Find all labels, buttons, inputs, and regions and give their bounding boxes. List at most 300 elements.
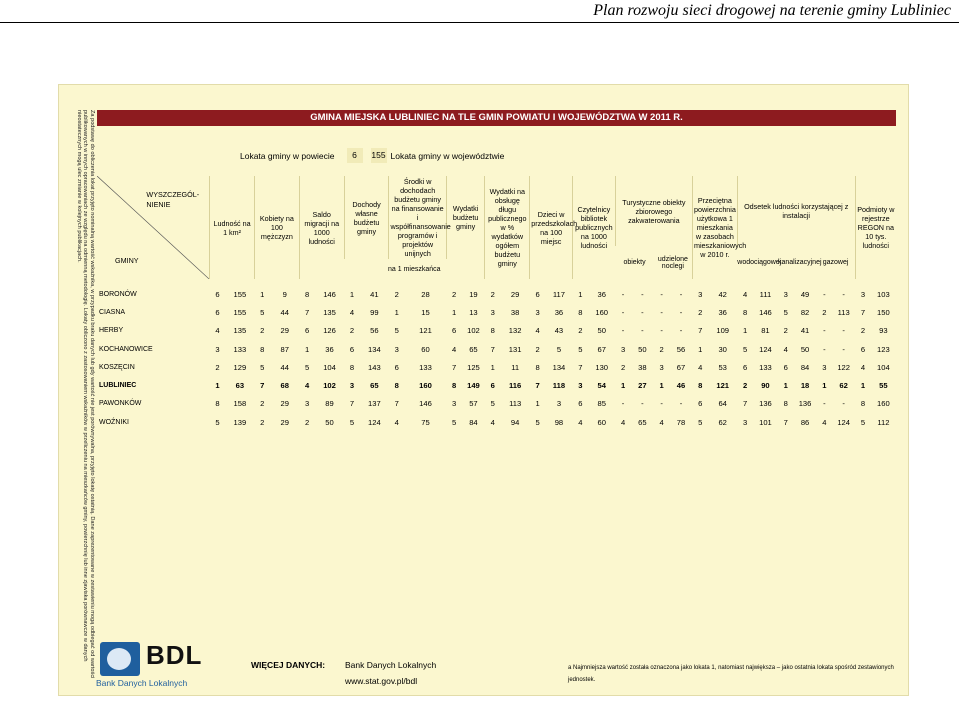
rank-cell: 6 — [535, 289, 540, 299]
value-cell: 135 — [233, 326, 247, 336]
value-cell: 113 — [837, 307, 850, 317]
rank-cell: 2 — [260, 399, 265, 409]
value-cell: 44 — [280, 362, 289, 372]
value-cell: 43 — [554, 326, 564, 336]
table-row — [97, 358, 896, 376]
col-header-tourism: Turystyczne obiekty zbiorowego zakwaterowania — [615, 176, 692, 246]
rank-cell: 6 — [860, 344, 866, 354]
rank-cell: 8 — [215, 399, 220, 409]
value-cell: - — [641, 399, 644, 409]
value-cell: 134 — [368, 344, 381, 354]
sub-header-per-capita: na 1 mieszkańca — [388, 265, 441, 273]
table-row — [97, 322, 896, 340]
col-header-density: Ludność na 1 km² — [210, 176, 255, 279]
value-cell: 89 — [325, 399, 334, 409]
col-header-installations: Odsetek ludności korzystającej z instalacji — [737, 176, 855, 246]
value-cell: 136 — [759, 399, 772, 409]
value-cell: 113 — [509, 399, 522, 409]
rank-cell: 5 — [215, 417, 220, 427]
rank-cell: 2 — [305, 417, 310, 427]
value-cell: 123 — [877, 344, 890, 354]
rank-cell: 7 — [349, 399, 355, 409]
value-cell: 118 — [552, 381, 566, 391]
value-cell: 78 — [676, 417, 686, 427]
value-cell: 84 — [800, 362, 810, 372]
col-header-dwelling: Przeciętna powierzchnia użytkowa 1 mieszkania w zasobach mieszkaniowych w 2010 r. — [692, 176, 737, 279]
value-cell: - — [679, 399, 683, 409]
value-cell: 67 — [676, 362, 686, 372]
rank-cell: 3 — [394, 344, 399, 354]
rank-cell: 6 — [742, 362, 748, 372]
rank-cell: 5 — [783, 307, 788, 317]
rank-cell: 1 — [535, 399, 540, 409]
value-cell: 36 — [597, 289, 606, 299]
rank-cell: 6 — [305, 326, 310, 336]
rank-cell: 3 — [860, 289, 866, 299]
bdl-logo-full: Bank Danych Lokalnych — [96, 678, 188, 688]
value-cell: 94 — [510, 417, 520, 427]
sub-header-objects: obiekty — [623, 259, 646, 266]
value-cell: - — [679, 326, 683, 336]
rank-cell: 2 — [822, 307, 827, 317]
rank-cell: 2 — [535, 344, 540, 354]
value-cell: 155 — [233, 307, 247, 317]
rank-cell: 5 — [860, 417, 866, 427]
banner-title: GMINA MIEJSKA LUBLINIEC NA TLE GMIN POWIATU I WOJEWÓDZTWA W 2011 R. — [97, 110, 896, 126]
value-cell: 133 — [419, 362, 432, 372]
rank-cell: 3 — [578, 381, 583, 391]
rank-woj-value: 155 — [371, 148, 387, 163]
value-cell: 124 — [368, 417, 381, 427]
value-cell: - — [679, 289, 683, 299]
rank-cell: 3 — [620, 344, 626, 354]
value-cell: 146 — [323, 289, 336, 299]
rank-cell: 8 — [698, 381, 703, 391]
rank-cell: - — [621, 399, 625, 409]
rank-cell: 5 — [349, 417, 355, 427]
value-cell: 65 — [469, 344, 478, 354]
value-cell: 63 — [235, 381, 245, 391]
value-cell: 131 — [508, 344, 522, 354]
page-header-title: Plan rozwoju sieci drogowej na terenie gminy Lubliniec — [593, 2, 951, 19]
rank-cell: 6 — [578, 399, 583, 409]
rank-cell: 2 — [260, 417, 265, 427]
value-cell: 150 — [877, 307, 890, 317]
table-row — [97, 395, 896, 413]
rank-cell: - — [660, 307, 663, 317]
rank-cell: 8 — [490, 326, 495, 336]
rank-cell: 4 — [578, 417, 583, 427]
rank-cell: 6 — [783, 362, 788, 372]
value-cell: 62 — [839, 381, 848, 391]
value-cell: 134 — [552, 362, 566, 372]
value-cell: 19 — [469, 289, 478, 299]
value-cell: 160 — [595, 307, 609, 317]
rank-cell: - — [621, 326, 625, 336]
value-cell: 50 — [638, 344, 647, 354]
rank-cell: 4 — [783, 344, 788, 354]
rank-cell: 4 — [659, 417, 664, 427]
rank-cell: 6 — [698, 399, 703, 409]
value-cell: 121 — [419, 326, 432, 336]
value-cell: 36 — [718, 307, 727, 317]
value-cell: 29 — [510, 289, 520, 299]
rank-cell: 4 — [698, 362, 703, 372]
rank-cell: 4 — [349, 307, 355, 317]
rank-cell: 7 — [578, 362, 583, 372]
value-cell: 103 — [877, 289, 890, 299]
rank-cell: 1 — [698, 344, 703, 354]
value-cell: 5 — [556, 344, 562, 354]
value-cell: 54 — [597, 381, 606, 391]
rank-cell: 3 — [452, 399, 457, 409]
rank-cell: 1 — [394, 307, 399, 317]
value-cell: 82 — [800, 307, 810, 317]
rank-cell: - — [660, 399, 663, 409]
col-header-expenditure: Wydatki budżetu gminy — [446, 176, 485, 259]
value-cell: 65 — [370, 381, 379, 391]
col-header-own-income: Dochody własne budżetu gminy — [344, 176, 389, 259]
table-row — [97, 285, 896, 303]
rank-woj-label: Lokata gminy w województwie — [390, 150, 505, 161]
value-cell: 27 — [638, 381, 647, 391]
rank-cell: 2 — [659, 344, 664, 354]
value-cell: 104 — [323, 362, 336, 372]
rank-cell: 5 — [490, 399, 495, 409]
value-cell: 160 — [877, 399, 890, 409]
value-cell: 122 — [837, 362, 850, 372]
rank-cell: 4 — [215, 326, 220, 336]
rank-cell: 5 — [260, 307, 265, 317]
rank-cell: - — [823, 344, 826, 354]
value-cell: 125 — [467, 362, 480, 372]
value-cell: 28 — [421, 289, 430, 299]
rank-cell: 8 — [349, 362, 355, 372]
corner-header — [97, 176, 210, 279]
rank-cell: 3 — [822, 362, 827, 372]
row-name: KOCHANOWICE — [99, 345, 153, 353]
value-cell: 93 — [879, 326, 888, 336]
value-cell: 129 — [233, 362, 247, 372]
rank-cell: 2 — [578, 326, 583, 336]
rank-cell: 3 — [698, 289, 703, 299]
rank-cell: 5 — [305, 362, 310, 372]
rank-cell: 6 — [394, 362, 399, 372]
col-header-women: Kobiety na 100 mężczyzn — [254, 176, 299, 279]
rank-cell: 4 — [742, 289, 748, 299]
value-cell: 56 — [676, 344, 686, 354]
row-name: CIASNA — [99, 308, 126, 316]
value-cell: 30 — [718, 344, 727, 354]
value-cell: - — [842, 399, 845, 409]
row-name: KOSZĘCIN — [99, 363, 135, 371]
col-header-migration: Saldo migracji na 1000 ludności — [299, 176, 344, 279]
rank-cell: 7 — [783, 417, 788, 427]
value-cell: 160 — [419, 381, 432, 391]
value-cell: 136 — [798, 399, 812, 409]
more-data-bank: Bank Danych Lokalnych — [345, 660, 437, 670]
comparison-table — [97, 176, 896, 431]
value-cell: 146 — [419, 399, 432, 409]
rank-cell: 1 — [305, 344, 310, 354]
value-cell: 29 — [280, 326, 289, 336]
value-cell: - — [842, 344, 845, 354]
side-note-text: Za podstawę do obliczenia lokat przyjęto nominalną wartość wskaźnika, w przypadku braku danych lub gdy wartość nie jest porównywalna, przyjęto lokatę ostatnią. Dane zaprezentowane w zestawieniu mogą odbiegać od wartości publikowanych w innych opracowaniach ze względu na odmienną metodologię. Lokaty obliczono z zastosowaniem wskaźników w przeliczeniu na mieszkańców gminy, powierzchnię lub inne zjawiska porównawcze w danych nieostatecznych mogą ulec zmianie w kolejnych publikacjach. — [75, 110, 95, 679]
rank-cell: 2 — [260, 326, 265, 336]
rank-cell: 2 — [394, 289, 399, 299]
more-data-label: WIĘCEJ DANYCH: — [251, 660, 326, 670]
value-cell: 42 — [718, 289, 727, 299]
table-row — [97, 413, 896, 431]
value-cell: 104 — [877, 362, 890, 372]
value-cell: - — [641, 307, 644, 317]
row-name: BORONÓW — [99, 290, 137, 298]
rank-cell: 6 — [490, 381, 495, 391]
row-name: HERBY — [99, 327, 124, 335]
rank-cell: 7 — [260, 381, 265, 391]
rank-cell: - — [621, 307, 625, 317]
corner-gminy-label: GMINY — [115, 256, 139, 265]
rank-cell: 6 — [349, 344, 355, 354]
row-name: PAWONKÓW — [99, 400, 142, 408]
rank-cell: 3 — [783, 289, 788, 299]
value-cell: 116 — [509, 381, 522, 391]
corner-ws-label: WYSZCZEGÓL- NIENIE — [146, 190, 200, 209]
rank-cell: 2 — [349, 326, 355, 336]
sub-header-gas: gazowej — [822, 259, 849, 266]
value-cell: 38 — [638, 362, 647, 372]
rank-cell: 3 — [535, 307, 540, 317]
value-cell: - — [842, 326, 845, 336]
col-header-debt: Wydatki na obsługę długu publicznego w % wydatków ogółem budżetu gminy — [485, 176, 530, 279]
value-cell: 85 — [597, 399, 606, 409]
rank-cell: 1 — [860, 381, 866, 391]
rank-cell: 1 — [783, 381, 788, 391]
sub-header-nights: udzielone noclegi — [657, 255, 688, 270]
value-cell: 9 — [282, 289, 287, 299]
value-cell: 135 — [323, 307, 336, 317]
rank-powiat-label: Lokata gminy w powiecie — [240, 150, 335, 161]
more-data-url[interactable]: www.stat.gov.pl/bdl — [345, 676, 418, 686]
rank-cell: 2 — [742, 381, 748, 391]
value-cell: 124 — [837, 417, 850, 427]
value-cell: 117 — [552, 289, 565, 299]
value-cell: 111 — [759, 289, 772, 299]
table-body — [97, 285, 896, 431]
bdl-book-icon — [100, 642, 140, 676]
value-cell: 62 — [718, 417, 727, 427]
rank-cell: 7 — [860, 307, 866, 317]
rank-cell: 8 — [452, 381, 457, 391]
rank-cell: 2 — [860, 326, 866, 336]
value-cell: 121 — [716, 381, 730, 391]
rank-cell: 1 — [659, 381, 664, 391]
value-cell: 102 — [467, 326, 480, 336]
rank-cell: 3 — [349, 381, 355, 391]
value-cell: 15 — [421, 307, 430, 317]
value-cell: 18 — [800, 381, 810, 391]
value-cell: 11 — [511, 362, 520, 372]
rank-cell: - — [660, 326, 663, 336]
col-header-eu-funds: Środki w dochodach budżetu gminy na finansowanie i współfinansowanie programów i projektów unijnych — [390, 177, 451, 258]
value-cell: 41 — [800, 326, 810, 336]
value-cell: 36 — [325, 344, 334, 354]
col-header-library: Czytelnicy bibliotek publicznych na 1000 ludności — [573, 176, 616, 279]
rank-cell: 2 — [215, 362, 220, 372]
rank-cell: 2 — [620, 362, 626, 372]
value-cell: 67 — [597, 344, 606, 354]
value-cell: 98 — [554, 417, 564, 427]
value-cell: 50 — [800, 344, 810, 354]
value-cell: 158 — [233, 399, 247, 409]
rank-cell: 8 — [535, 362, 540, 372]
value-cell: 3 — [556, 399, 562, 409]
value-cell: 90 — [761, 381, 770, 391]
rank-cell: 1 — [742, 326, 748, 336]
value-cell: 29 — [280, 417, 289, 427]
rank-cell: 6 — [452, 326, 457, 336]
rank-cell: 1 — [490, 362, 495, 372]
rank-cell: 5 — [394, 326, 399, 336]
value-cell: 139 — [233, 417, 247, 427]
col-header-preschool: Dzieci w przedszkolach na 100 miejsc — [530, 176, 573, 279]
rank-cell: 3 — [659, 362, 664, 372]
rank-cell: 4 — [394, 417, 399, 427]
table-row — [97, 303, 896, 321]
rank-cell: - — [660, 289, 663, 299]
table-row — [97, 340, 896, 358]
value-cell: 81 — [761, 326, 770, 336]
sub-header-sewage: kanalizacyjnej — [777, 259, 822, 266]
rank-cell: 2 — [490, 289, 495, 299]
value-cell: 46 — [676, 381, 686, 391]
rank-cell: 7 — [698, 326, 703, 336]
value-cell: 126 — [323, 326, 336, 336]
value-cell: 50 — [597, 326, 606, 336]
value-cell: 84 — [469, 417, 478, 427]
value-cell: 143 — [368, 362, 381, 372]
rank-strip — [240, 148, 504, 163]
value-cell: 64 — [718, 399, 727, 409]
value-cell: 86 — [800, 417, 810, 427]
rank-cell: 2 — [698, 307, 703, 317]
rank-cell: 8 — [783, 399, 788, 409]
rank-cell: 4 — [822, 417, 827, 427]
rank-cell: 4 — [305, 381, 310, 391]
rank-cell: 5 — [535, 417, 540, 427]
rank-cell: 8 — [305, 289, 310, 299]
rank-cell: 4 — [620, 417, 626, 427]
col-header-regon: Podmioty w rejestrze REGON na 10 tys. ludności — [855, 176, 896, 279]
value-cell: 44 — [280, 307, 289, 317]
bdl-logo — [96, 640, 206, 692]
rank-cell: 4 — [860, 362, 866, 372]
value-cell: 109 — [716, 326, 730, 336]
value-cell: 38 — [510, 307, 520, 317]
value-cell: 60 — [421, 344, 430, 354]
table-row — [97, 376, 896, 394]
rank-cell: 8 — [860, 399, 866, 409]
rank-cell: 8 — [260, 344, 265, 354]
value-cell: - — [679, 307, 683, 317]
rank-cell: 1 — [452, 307, 457, 317]
value-cell: 60 — [597, 417, 606, 427]
value-cell: 132 — [508, 326, 522, 336]
rank-cell: 5 — [742, 344, 748, 354]
value-cell: 87 — [280, 344, 289, 354]
rank-cell: 1 — [349, 289, 355, 299]
rank-cell: 1 — [578, 289, 583, 299]
value-cell: 41 — [370, 289, 379, 299]
sub-header-water: wodociągowej — [737, 259, 782, 266]
rank-cell: 1 — [260, 289, 265, 299]
rank-cell: 8 — [394, 381, 399, 391]
rank-cell: - — [823, 289, 826, 299]
rank-cell: 4 — [490, 417, 495, 427]
rank-cell: 7 — [490, 344, 495, 354]
rank-cell: 8 — [578, 307, 583, 317]
rank-cell: 7 — [742, 399, 748, 409]
value-cell: 155 — [233, 289, 247, 299]
rank-cell: - — [823, 399, 826, 409]
value-cell: 56 — [370, 326, 379, 336]
rank-cell: 5 — [578, 344, 583, 354]
rank-cell: - — [621, 289, 625, 299]
bdl-logo-abbr: BDL — [146, 640, 203, 670]
value-cell: 112 — [877, 417, 890, 427]
row-name: LUBLINIEC — [99, 382, 137, 390]
value-cell: - — [842, 289, 845, 299]
rank-cell: 5 — [698, 417, 703, 427]
value-cell: 53 — [718, 362, 727, 372]
rank-cell: 3 — [490, 307, 495, 317]
rank-cell: 1 — [620, 381, 626, 391]
value-cell: - — [641, 289, 644, 299]
value-cell: 50 — [325, 417, 334, 427]
rank-cell: 5 — [260, 362, 265, 372]
rank-cell: 6 — [215, 307, 220, 317]
rank-cell: 7 — [394, 399, 399, 409]
value-cell: - — [641, 326, 644, 336]
row-name: WOŹNIKI — [99, 418, 129, 426]
rank-cell: 6 — [215, 289, 220, 299]
rank-cell: 1 — [215, 381, 220, 391]
rank-powiat-value: 6 — [347, 148, 363, 163]
value-cell: 101 — [759, 417, 772, 427]
value-cell: 57 — [469, 399, 478, 409]
value-cell: 133 — [759, 362, 772, 372]
value-cell: 55 — [879, 381, 888, 391]
value-cell: 149 — [467, 381, 480, 391]
value-cell: 49 — [800, 289, 810, 299]
value-cell: 130 — [595, 362, 609, 372]
value-cell: 13 — [469, 307, 478, 317]
value-cell: 102 — [323, 381, 336, 391]
header-divider — [0, 22, 959, 23]
rank-cell: 2 — [783, 326, 788, 336]
value-cell: 133 — [233, 344, 247, 354]
rank-cell: 7 — [535, 381, 540, 391]
rank-cell: 3 — [215, 344, 220, 354]
value-cell: 65 — [638, 417, 647, 427]
rank-cell: 1 — [822, 381, 827, 391]
rank-cell: 7 — [452, 362, 457, 372]
rank-cell: 2 — [452, 289, 457, 299]
value-cell: 124 — [759, 344, 772, 354]
value-cell: 99 — [370, 307, 379, 317]
rank-cell: 4 — [452, 344, 457, 354]
value-cell: 29 — [280, 399, 289, 409]
